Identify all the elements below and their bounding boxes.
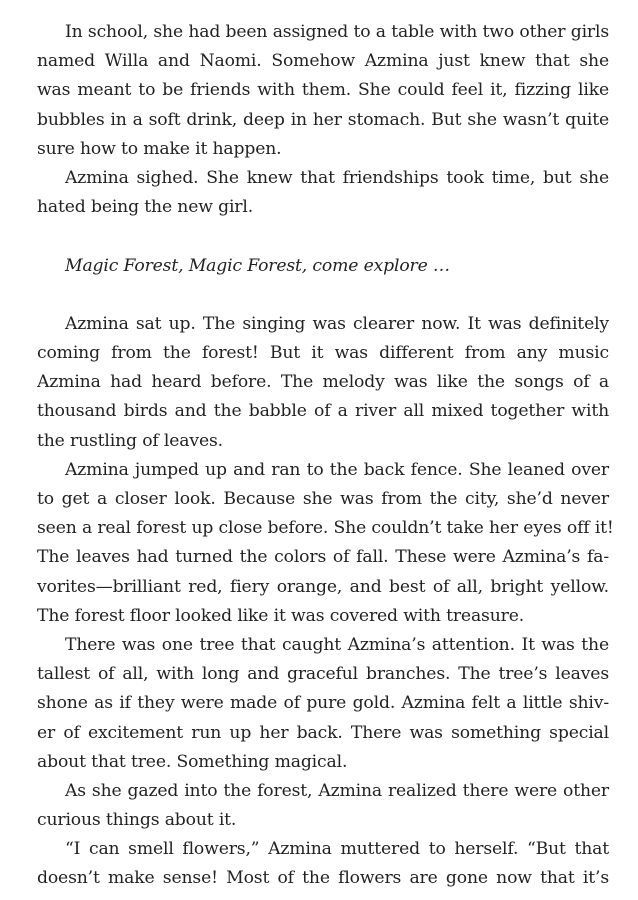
text-line: seen a real forest up close before. She couldn’t take her eyes off it!: [37, 518, 614, 539]
text-line: As she gazed into the forest, Azmina realized there were other: [65, 780, 609, 801]
text-line: the rustling of leaves.: [37, 430, 223, 451]
paragraph-gap: [37, 281, 609, 310]
text-line: Azmina sat up. The singing was clearer now. It was definitely: [65, 313, 609, 334]
paragraph: [37, 18, 609, 164]
book-page: [37, 18, 614, 894]
text-line: vorites—brilliant red, fiery orange, and best of all, bright yellow.: [37, 576, 609, 597]
paragraph-gap: [37, 222, 609, 251]
text-line: curious things about it.: [37, 810, 237, 831]
text-line: The forest floor looked like it was covered with treasure.: [37, 605, 525, 626]
text-line: er of excitement run up her back. There was something special: [37, 722, 609, 743]
text-line: tallest of all, with long and graceful branches. The tree’s leaves: [37, 664, 609, 685]
text-line: doesn’t make sense! Most of the flowers are gone now that it’s: [37, 868, 609, 889]
text-line: Azmina had heard before. The melody was like the songs of a: [37, 372, 609, 393]
text-line: There was one tree that caught Azmina’s attention. It was the: [65, 634, 609, 655]
paragraph: [37, 777, 609, 835]
text-line: The leaves had turned the colors of fall. These were Azmina’s fa-: [37, 547, 609, 568]
italic-song-line: [37, 252, 609, 281]
text-line: sure how to make it happen.: [37, 138, 282, 159]
paragraph: [37, 631, 609, 777]
text-line: bubbles in a soft drink, deep in her stomach. But she wasn’t quite: [37, 109, 609, 130]
text-line: Magic Forest, Magic Forest, come explore …: [65, 255, 450, 276]
text-line: Azmina sighed. She knew that friendships took time, but she: [65, 167, 609, 188]
paragraph: [37, 164, 609, 222]
paragraph: [37, 310, 609, 456]
paragraph: [37, 456, 614, 631]
text-line: In school, she had been assigned to a table with two other girls: [65, 22, 609, 42]
text-line: Azmina jumped up and ran to the back fence. She leaned over: [65, 459, 609, 480]
text-line: shone as if they were made of pure gold. Azmina felt a little shiv-: [37, 693, 609, 714]
text-line: hated being the new girl.: [37, 197, 254, 218]
paragraph: [37, 835, 609, 893]
text-line: about that tree. Something magical.: [37, 751, 348, 772]
text-line: was meant to be friends with them. She could feel it, fizzing like: [37, 80, 609, 101]
text-line: “I can smell flowers,” Azmina muttered to herself. “But that: [65, 839, 609, 860]
text-line: coming from the forest! But it was different from any music: [37, 343, 609, 364]
text-line: named Willa and Naomi. Somehow Azmina just knew that she: [37, 51, 609, 72]
text-line: thousand birds and the babble of a river all mixed together with: [37, 401, 609, 422]
text-line: to get a closer look. Because she was from the city, she’d never: [37, 489, 609, 509]
